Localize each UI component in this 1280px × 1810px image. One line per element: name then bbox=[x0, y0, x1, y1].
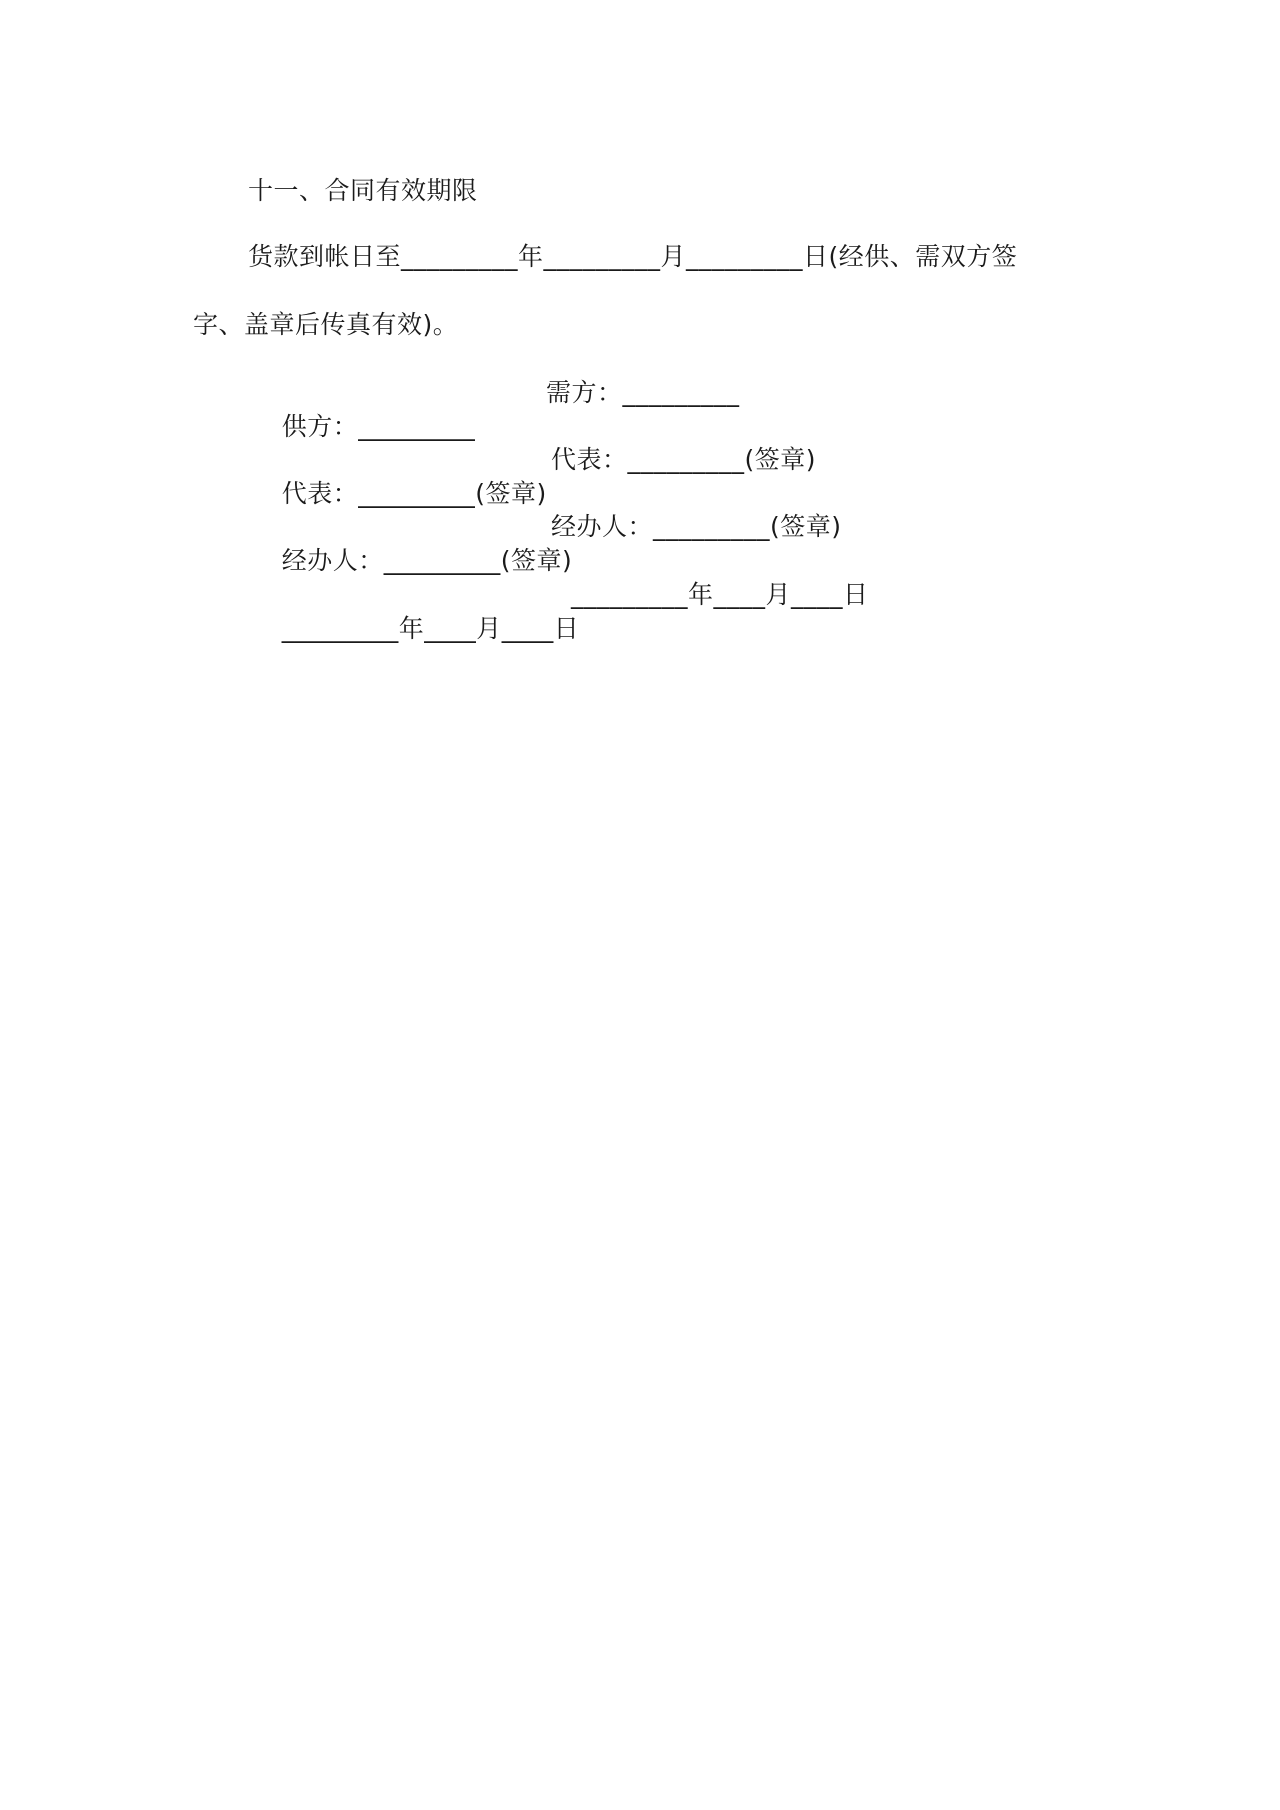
section-heading: 十一、合同有效期限 bbox=[248, 176, 478, 205]
agent-left: 经办人：_________(签章) bbox=[281, 546, 573, 575]
supplier-label: 供方：_________ bbox=[281, 412, 476, 441]
date-row bbox=[248, 578, 1048, 714]
buyer-label: 需方：_________ bbox=[546, 378, 740, 407]
agent-right: 经办人：_________(签章) bbox=[551, 512, 842, 541]
representative-right: 代表：_________(签章) bbox=[551, 445, 817, 474]
date-right: _________年____月____日 bbox=[571, 580, 869, 609]
validity-paragraph-line-1: 货款到帐日至_________年_________月_________日(经供、需双方签 bbox=[248, 242, 1018, 271]
validity-paragraph-line-2: 字、盖章后传真有效)。 bbox=[193, 310, 459, 339]
date-left: _________年____月____日 bbox=[281, 614, 580, 643]
representative-left: 代表：_________(签章) bbox=[281, 479, 547, 508]
